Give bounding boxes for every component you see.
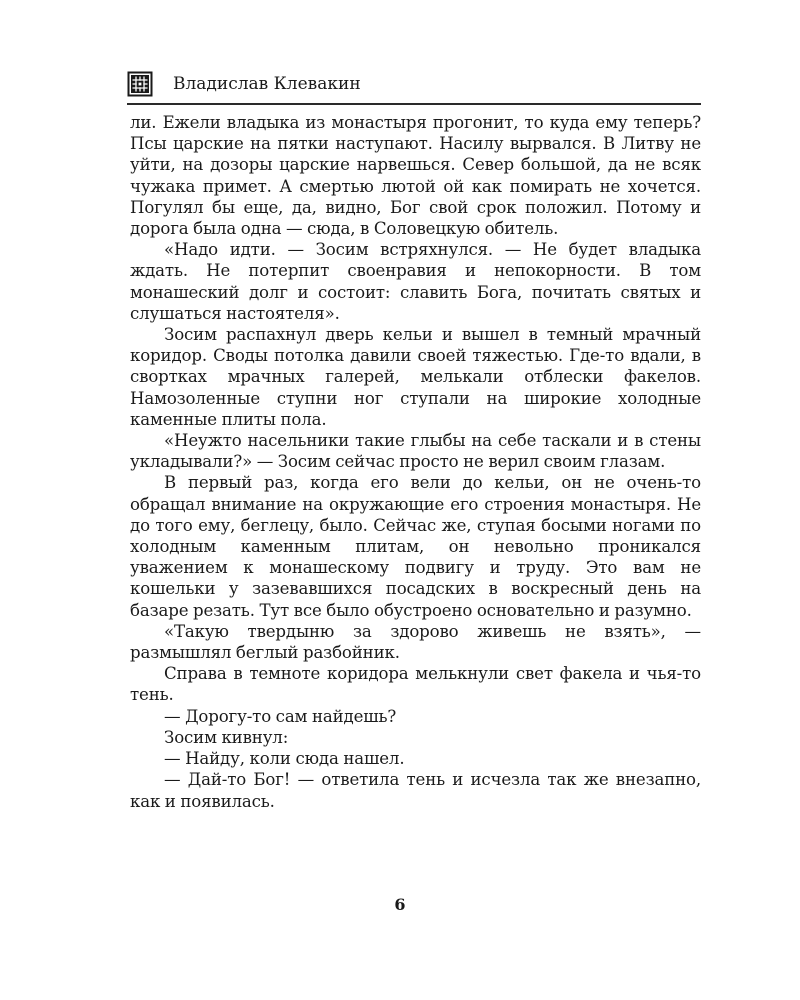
paragraph: «Неужто насельники такие глыбы на себе таскали и в стены укладывали?» — Зосим сейчас просто не верил своим глазам.	[130, 431, 701, 472]
paragraph: В первый раз, когда его вели до кельи, он не очень-то обращал внимание на окружающие его строения монастыря. Не до того ему, беглецу, было. Сейчас же, ступая босыми ногами по холодным каменным плитам, он невольно проникался уважением к монашескому подвигу и труду. Это вам не кошельки у зазевавшихся посадских в воскресный день на базаре резать. Тут все было обустроено основательно и разумно.	[130, 473, 701, 620]
header-rule	[127, 103, 701, 105]
paragraph: «Такую твердыню за здорово живешь не взять», — размышлял беглый разбойник.	[130, 621, 701, 663]
square-knot-ornament-icon	[127, 71, 153, 97]
paragraph: Зосим распахнул дверь кельи и вышел в темный мрачный коридор. Своды потолка давили своей тяжестью. Где-то вдали, в свортках мрачных галерей, мелькали отблески факелов. Намозоленные ступни ног ступали на широкие холодные каменные плиты пола.	[130, 325, 701, 429]
running-header	[127, 70, 701, 98]
body-text	[130, 112, 701, 812]
paragraph: Зосим кивнул:	[164, 727, 289, 747]
paragraph: — Дай-то Бог! — ответила тень и исчезла так же внезапно, как и появилась.	[130, 770, 701, 811]
paragraph: — Найду, коли сюда нашел.	[164, 749, 405, 769]
paragraph: — Дорогу-то сам найдешь?	[164, 706, 397, 726]
paragraph: «Надо идти. — Зосим встряхнулся. — Не будет владыка ждать. Не потерпит своенравия и непокорности. В том монашеский долг и состоит: славить Бога, почитать святых и слушаться настоятеля».	[130, 240, 701, 323]
paragraph: ли. Ежели владыка из монастыря прогонит, то куда ему теперь? Псы царские на пятки наступают. Насилу вырвался. В Литву не уйти, на дозоры царские нарвешься. Север большой, да не всяк чужака примет. А смертью лютой ой как помирать не хочется. Погулял бы еще, да, видно, Бог свой срок положил. Потому и дорога была одна — сюда, в Соловецкую обитель.	[130, 113, 701, 239]
author-name: Владислав Клевакин	[173, 74, 361, 94]
page-number: 6	[394, 895, 406, 914]
paragraph: Справа в темноте коридора мелькнули свет факела и чья-то тень.	[130, 664, 701, 705]
